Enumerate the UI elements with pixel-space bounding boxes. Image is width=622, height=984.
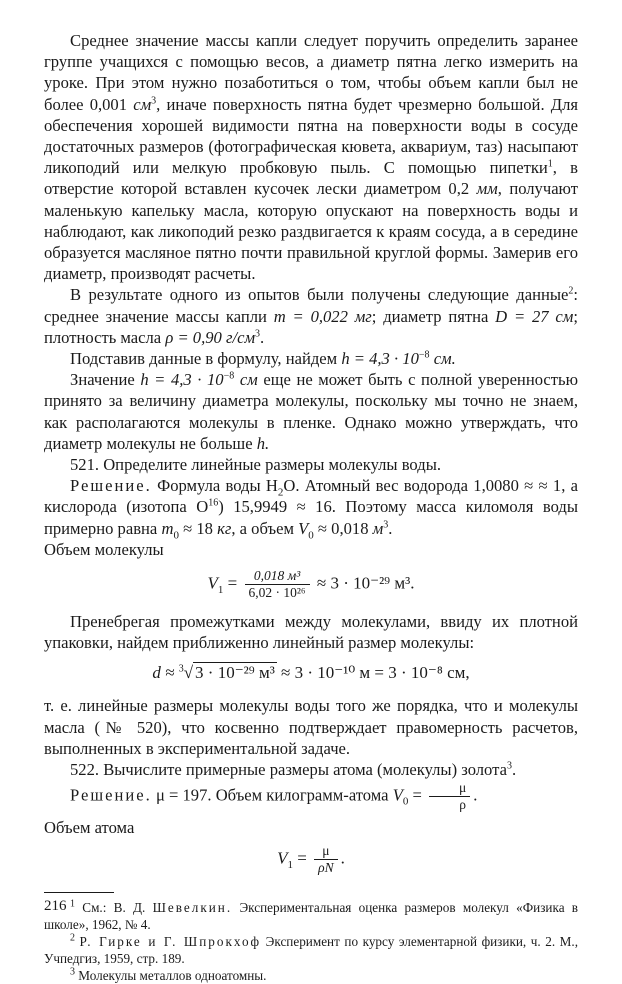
fraction-v1: $\frac{\text{0,018 м³}}{\text{6,02 · 10²⁶}}$ <box>245 568 310 601</box>
main-text <box>44 30 578 876</box>
paragraph-drop-mass: Среднее значение массы капли следует поручить определить заранее группе учащихся с помощью весов, а диаметр пятна легко измерить на уроке. При этом нужно позаботиться о том, чтобы объем капли был не более 0,001 $см^3$, иначе поверхность пятна будет чрезмерно большой. Для обеспечения хорошей видимости пятна на поверхности воды в сосуде достаточных размеров (фотографическая кювета, аквариум, таз) насыпают ликоподий или мелкую пробковую пыль. С помощью пипетки$^1$, в отверстие которой вставлен кусочек лески диаметром 0,2 мм, получают маленькую капельку масла, которую опускают на поверхность воды и наблюдают, как ликоподий резко раздвигается к краям сосуда, а в середине образуется масляное пятно почти правильной круглой формы. Замерив его диаметр, производят расчеты. <box>44 31 578 284</box>
equation-v1-atom: $V_1$ = $\frac{\mu}{\rho N}$ . <box>277 842 345 875</box>
paragraph-value-h: Значение $h = 4,3 \cdot 10^{-8}$ см еще не может быть с полной уверенностью принято за величину диаметра молекулы, поскольку мы точно не знаем, как располагаются молекулы в пленке. Однако можно утверждать, что диаметр молекулы не больше h. <box>44 370 578 453</box>
problem-521: 521. Определите линейные размеры молекулы воды. <box>70 455 441 475</box>
molecule-volume-label: Объем молекулы <box>44 539 164 559</box>
paragraph-neglecting-gaps: Пренебрегая промежутками между молекулами, ввиду их плотной упаковки, найдем приближенно линейный размер молекулы: <box>44 612 578 653</box>
fraction-v1-atom: $\frac{\mu}{\rho N}$ <box>314 843 337 876</box>
footnotes <box>44 899 578 984</box>
equation-d: d ≈ $^3$√ 3 · 10⁻²⁹ м³ ≈ 3 · 10⁻¹⁰ м = 3 · 10⁻⁸ см, <box>152 663 470 683</box>
atom-volume-label: Объем атома <box>44 818 135 838</box>
solution-522: Решение. μ = 197. Объем килограмм-атома $V_0$ = $\frac{\mu}{\rho}$ . <box>70 780 478 813</box>
fraction-v0: $\frac{\mu}{\rho}$ <box>429 780 470 813</box>
solution-521: Решение. Формула воды $H_2O$. Атомный вес водорода 1,0080 ≈ ≈ 1, а кислорода (изотопа $O^{16}$) 15,9949 ≈ 16. Поэтому масса киломоля воды примерно равна $m_0 \approx 18$ кг, а объем $V_0 \approx 0,018$ $м^3$. <box>44 476 578 541</box>
equation-v1-water: $V_1$ = $\frac{\text{0,018 м³}}{\text{6,02 · 10²⁶}}$ ≈ 3 · 10⁻²⁹ м³. <box>207 568 415 601</box>
footnote-3: $^3$ Молекулы металлов одноатомны. <box>70 966 267 983</box>
footnote-1: $^1$ См.: В. Д. Шевелкин. Экспериментальная оценка размеров молекул «Физика в школе», 1962, № 4. <box>44 898 579 932</box>
page-number: 216 <box>44 898 67 914</box>
paragraph-experiment-results: В результате одного из опытов были получены следующие данные$^2$: среднее значение массы капли m = 0,022 мг; диаметр пятна D = 27 см; плотность масла ρ = 0,90 $г/см^3$. <box>44 285 578 347</box>
footnote-2: $^2$ Р. Гирке и Г. Шпрокхоф Эксперимент по курсу элементарной физики, ч. 2. М., Учпедгиз, 1959, стр. 189. <box>44 932 578 966</box>
footnote-divider <box>44 892 114 893</box>
paragraph-substitution: Подставив данные в формулу, найдем $h = 4,3 \cdot 10^{-8}$ см. <box>70 349 456 369</box>
problem-522: 522. Вычислите примерные размеры атома (молекулы) золота$^3$. <box>70 760 517 780</box>
paragraph-conclusion: т. е. линейные размеры молекулы воды того же порядка, что и молекулы масла (№ 520), что косвенно подтверждает правомерность расчетов, выполненных в экспериментальной задаче. <box>44 696 578 758</box>
